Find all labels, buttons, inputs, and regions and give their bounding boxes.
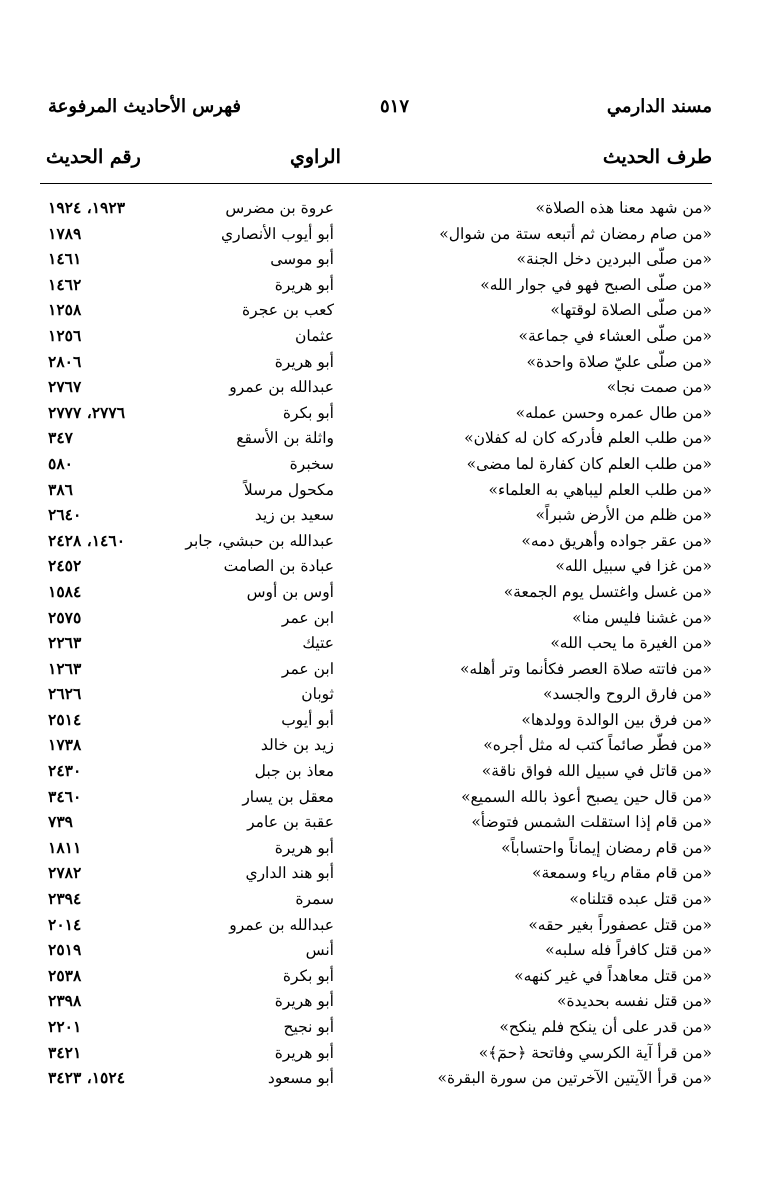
hadith-number: ١٩٢٣، ١٩٢٤: [48, 198, 126, 217]
table-row: [40, 810, 712, 836]
table-row: [40, 759, 712, 785]
hadith-number: ٢٤٣٠: [48, 761, 82, 781]
column-header-number: رقم الحديث: [46, 146, 141, 168]
hadith-text: «من طال عمره وحسن عمله»: [515, 403, 712, 422]
narrator-name: أبو أيوب الأنصاري: [221, 224, 334, 243]
hadith-number: ١٤٦٠، ٢٤٢٨: [48, 530, 126, 550]
hadith-text: «من صام رمضان ثم أتبعه ستة من شوال»: [439, 224, 712, 243]
hadith-text: «من طلب العلم كان كفارة لما مضى»: [466, 454, 712, 473]
hadith-text: «من قتل عبده قتلناه»: [569, 890, 712, 909]
hadith-number: ١٢٦٣: [48, 658, 82, 678]
page-number: ٥١٧: [380, 96, 410, 117]
table-row: [40, 708, 712, 734]
narrator-name: أبو هريرة: [274, 1043, 334, 1062]
narrator-name: عروة بن مضرس: [225, 199, 334, 217]
hadith-number: ١٧٣٨: [48, 735, 82, 755]
hadith-text: «من طلب العلم ليباهي به العلماء»: [488, 480, 712, 499]
hadith-number: ١٢٥٦: [48, 325, 82, 345]
index-title: فهرس الأحاديث المرفوعة: [48, 96, 242, 117]
table-row: [40, 1015, 712, 1041]
table-row: [40, 657, 712, 683]
table-row: [40, 503, 712, 529]
table-row: [40, 324, 712, 350]
table-row: [40, 989, 712, 1015]
hadith-text: «من غشنا فليس منا»: [572, 608, 712, 627]
narrator-name: ثوبان: [301, 685, 334, 704]
narrator-name: أبو هريرة: [274, 838, 334, 857]
column-header-narrator: الراوي: [290, 146, 341, 168]
narrator-name: مكحول مرسلاً: [243, 480, 334, 499]
table-row: [40, 350, 712, 376]
table-row: [40, 298, 712, 324]
book-title: مسند الدارمي: [606, 96, 712, 117]
hadith-text: «من قرأ آية الكرسي وفاتحة ﴿حمٓ﴾»: [478, 1043, 712, 1062]
table-row: [40, 1066, 712, 1092]
hadith-text: «من قام مقام رياء وسمعة»: [532, 864, 712, 883]
hadith-number: ١٨١١: [48, 837, 82, 857]
narrator-name: عقبة بن عامر: [247, 813, 334, 832]
table-row: [40, 1041, 712, 1067]
hadith-number: ٣٨٦: [48, 479, 73, 499]
hadith-text: «من غسل واغتسل يوم الجمعة»: [503, 582, 712, 601]
hadith-text: «من قتل معاهداً في غير كنهه»: [514, 966, 712, 985]
hadith-number: ٢٢٦٣: [48, 633, 82, 653]
hadith-text: «من الغيرة ما يحب الله»: [550, 634, 712, 653]
hadith-text: «من قتل نفسه بحديدة»: [557, 992, 712, 1011]
header-rule: [40, 183, 712, 184]
hadith-text: «من فرق بين الوالدة وولدها»: [521, 710, 712, 729]
hadith-text: «من قال حين يصبح أعوذ بالله السميع»: [461, 787, 712, 806]
hadith-number: ٢٧٧٦، ٢٧٧٧: [48, 402, 126, 422]
hadith-text: «من قام رمضان إيماناً واحتساباً»: [501, 838, 712, 857]
table-row: [40, 606, 712, 632]
table-row: [40, 452, 712, 478]
hadith-number: ١٤٦٢: [48, 274, 82, 294]
hadith-number: ١٧٨٩: [48, 223, 82, 243]
hadith-number: ٣٤٦٠: [48, 786, 82, 806]
narrator-name: سعيد بن زيد: [254, 506, 334, 525]
narrator-name: أوس بن أوس: [246, 582, 334, 601]
table-row: [40, 682, 712, 708]
hadith-text: «من طلب العلم فأدركه كان له كفلان»: [464, 429, 712, 448]
hadith-number: ١٤٦١: [48, 249, 82, 269]
table-row: [40, 836, 712, 862]
narrator-name: معقل بن يسار: [242, 787, 334, 806]
narrator-name: سمرة: [295, 890, 334, 909]
narrator-name: أبو هند الداري: [245, 864, 334, 883]
table-row: [40, 247, 712, 273]
table-row: [40, 733, 712, 759]
hadith-number: ٢٣٩٤: [48, 889, 82, 909]
narrator-name: أبو هريرة: [274, 275, 334, 294]
hadith-text: «من فارق الروح والجسد»: [542, 685, 712, 704]
hadith-text: «من صلّى العشاء في جماعة»: [518, 326, 712, 345]
table-row: [40, 964, 712, 990]
narrator-name: معاذ بن جبل: [254, 762, 334, 781]
table-row: [40, 887, 712, 913]
narrator-name: زيد بن خالد: [260, 736, 334, 755]
narrator-name: أنس: [305, 941, 334, 960]
table-row: [40, 861, 712, 887]
narrator-name: عبدالله بن حبشي، جابر: [185, 531, 334, 550]
narrator-name: سخبرة: [289, 454, 334, 473]
narrator-name: كعب بن عجرة: [242, 301, 334, 320]
hadith-number: ٢٦٤٠: [48, 505, 82, 525]
narrator-name: أبو هريرة: [274, 352, 334, 371]
hadith-number: ٣٤٧: [48, 428, 73, 448]
hadith-number: ٢٦٢٦: [48, 684, 82, 704]
narrator-name: أبو مسعود: [267, 1069, 334, 1088]
narrator-name: عثمان: [295, 326, 334, 345]
hadith-text: «من صمت نجا»: [606, 378, 712, 397]
hadith-number: ٢٤٥٢: [48, 556, 82, 576]
narrator-name: ابن عمر: [281, 608, 334, 627]
table-row: [40, 426, 712, 452]
hadith-text: «من غزا في سبيل الله»: [555, 557, 712, 576]
hadith-number: ٢٥١٩: [48, 940, 82, 960]
hadith-number: ٢٥٧٥: [48, 607, 82, 627]
hadith-text: «من قام إذا استقلت الشمس فتوضأ»: [471, 813, 712, 832]
hadith-text: «من قدر على أن ينكح فلم ينكح»: [499, 1018, 712, 1036]
table-row: [40, 375, 712, 401]
table-row: [40, 222, 712, 248]
hadith-text: «من صلّى البردين دخل الجنة»: [516, 250, 712, 269]
hadith-number: ٢٠١٤: [48, 914, 82, 934]
hadith-number: ١٥٢٤، ٣٤٢٣: [48, 1068, 126, 1088]
narrator-name: عبدالله بن عمرو: [229, 915, 334, 934]
table-row: [40, 580, 712, 606]
hadith-number: ٣٤٢١: [48, 1042, 82, 1062]
hadith-text: «من قرأ الآيتين الآخرتين من سورة البقرة»: [437, 1069, 712, 1088]
hadith-text: «من قتل عصفوراً بغير حقه»: [528, 915, 712, 934]
hadith-text: «من صلّى عليّ صلاة واحدة»: [526, 352, 712, 371]
hadith-text: «من عقر جواده وأهريق دمه»: [521, 531, 712, 550]
hadith-text: «من صلّى الصبح فهو في جوار الله»: [480, 275, 712, 294]
hadith-text: «من فاتته صلاة العصر فكأنما وتر أهله»: [459, 659, 712, 678]
hadith-number: ٢٨٠٦: [48, 351, 82, 371]
table-row: [40, 196, 712, 222]
table-row: [40, 631, 712, 657]
hadith-number: ٢٧٦٧: [48, 377, 82, 397]
index-table: [40, 196, 712, 1092]
hadith-text: «من صلّى الصلاة لوقتها»: [550, 301, 712, 320]
narrator-name: أبو موسى: [270, 250, 334, 269]
table-row: [40, 554, 712, 580]
table-row: [40, 938, 712, 964]
narrator-name: أبو أيوب: [281, 710, 334, 729]
hadith-text: «من ظلم من الأرض شبراً»: [535, 506, 712, 525]
hadith-number: ٥٨٠: [48, 453, 73, 473]
hadith-number: ٢٣٩٨: [48, 991, 82, 1011]
table-row: [40, 785, 712, 811]
hadith-number: ١٢٥٨: [48, 300, 82, 320]
hadith-number: ٢٥٣٨: [48, 965, 82, 985]
narrator-name: أبو بكرة: [282, 966, 334, 985]
narrator-name: أبو هريرة: [274, 992, 334, 1011]
running-header: [40, 96, 712, 128]
table-row: [40, 273, 712, 299]
table-row: [40, 478, 712, 504]
narrator-name: عبادة بن الصامت: [223, 557, 334, 576]
table-row: [40, 913, 712, 939]
narrator-name: أبو بكرة: [282, 403, 334, 422]
hadith-number: ١٥٨٤: [48, 581, 82, 601]
column-header-hadith: طرف الحديث: [602, 146, 712, 168]
hadith-number: ٢٥١٤: [48, 709, 82, 729]
table-row: [40, 529, 712, 555]
hadith-text: «من قتل كافراً فله سلبه»: [545, 941, 712, 960]
narrator-name: أبو نجيح: [283, 1018, 334, 1036]
hadith-text: «من قاتل في سبيل الله فواق ناقة»: [481, 762, 712, 781]
column-headers: [40, 146, 712, 182]
hadith-number: ٢٧٨٢: [48, 863, 82, 883]
narrator-name: ابن عمر: [281, 659, 334, 678]
hadith-text: «من شهد معنا هذه الصلاة»: [535, 199, 712, 217]
narrator-name: عبدالله بن عمرو: [229, 378, 334, 397]
hadith-text: «من فطّر صائماً كتب له مثل أجره»: [483, 736, 712, 755]
hadith-number: ٧٣٩: [48, 812, 73, 832]
narrator-name: واثلة بن الأسقع: [236, 429, 334, 448]
table-row: [40, 401, 712, 427]
hadith-number: ٢٢٠١: [48, 1017, 82, 1036]
narrator-name: عتيك: [302, 634, 334, 653]
